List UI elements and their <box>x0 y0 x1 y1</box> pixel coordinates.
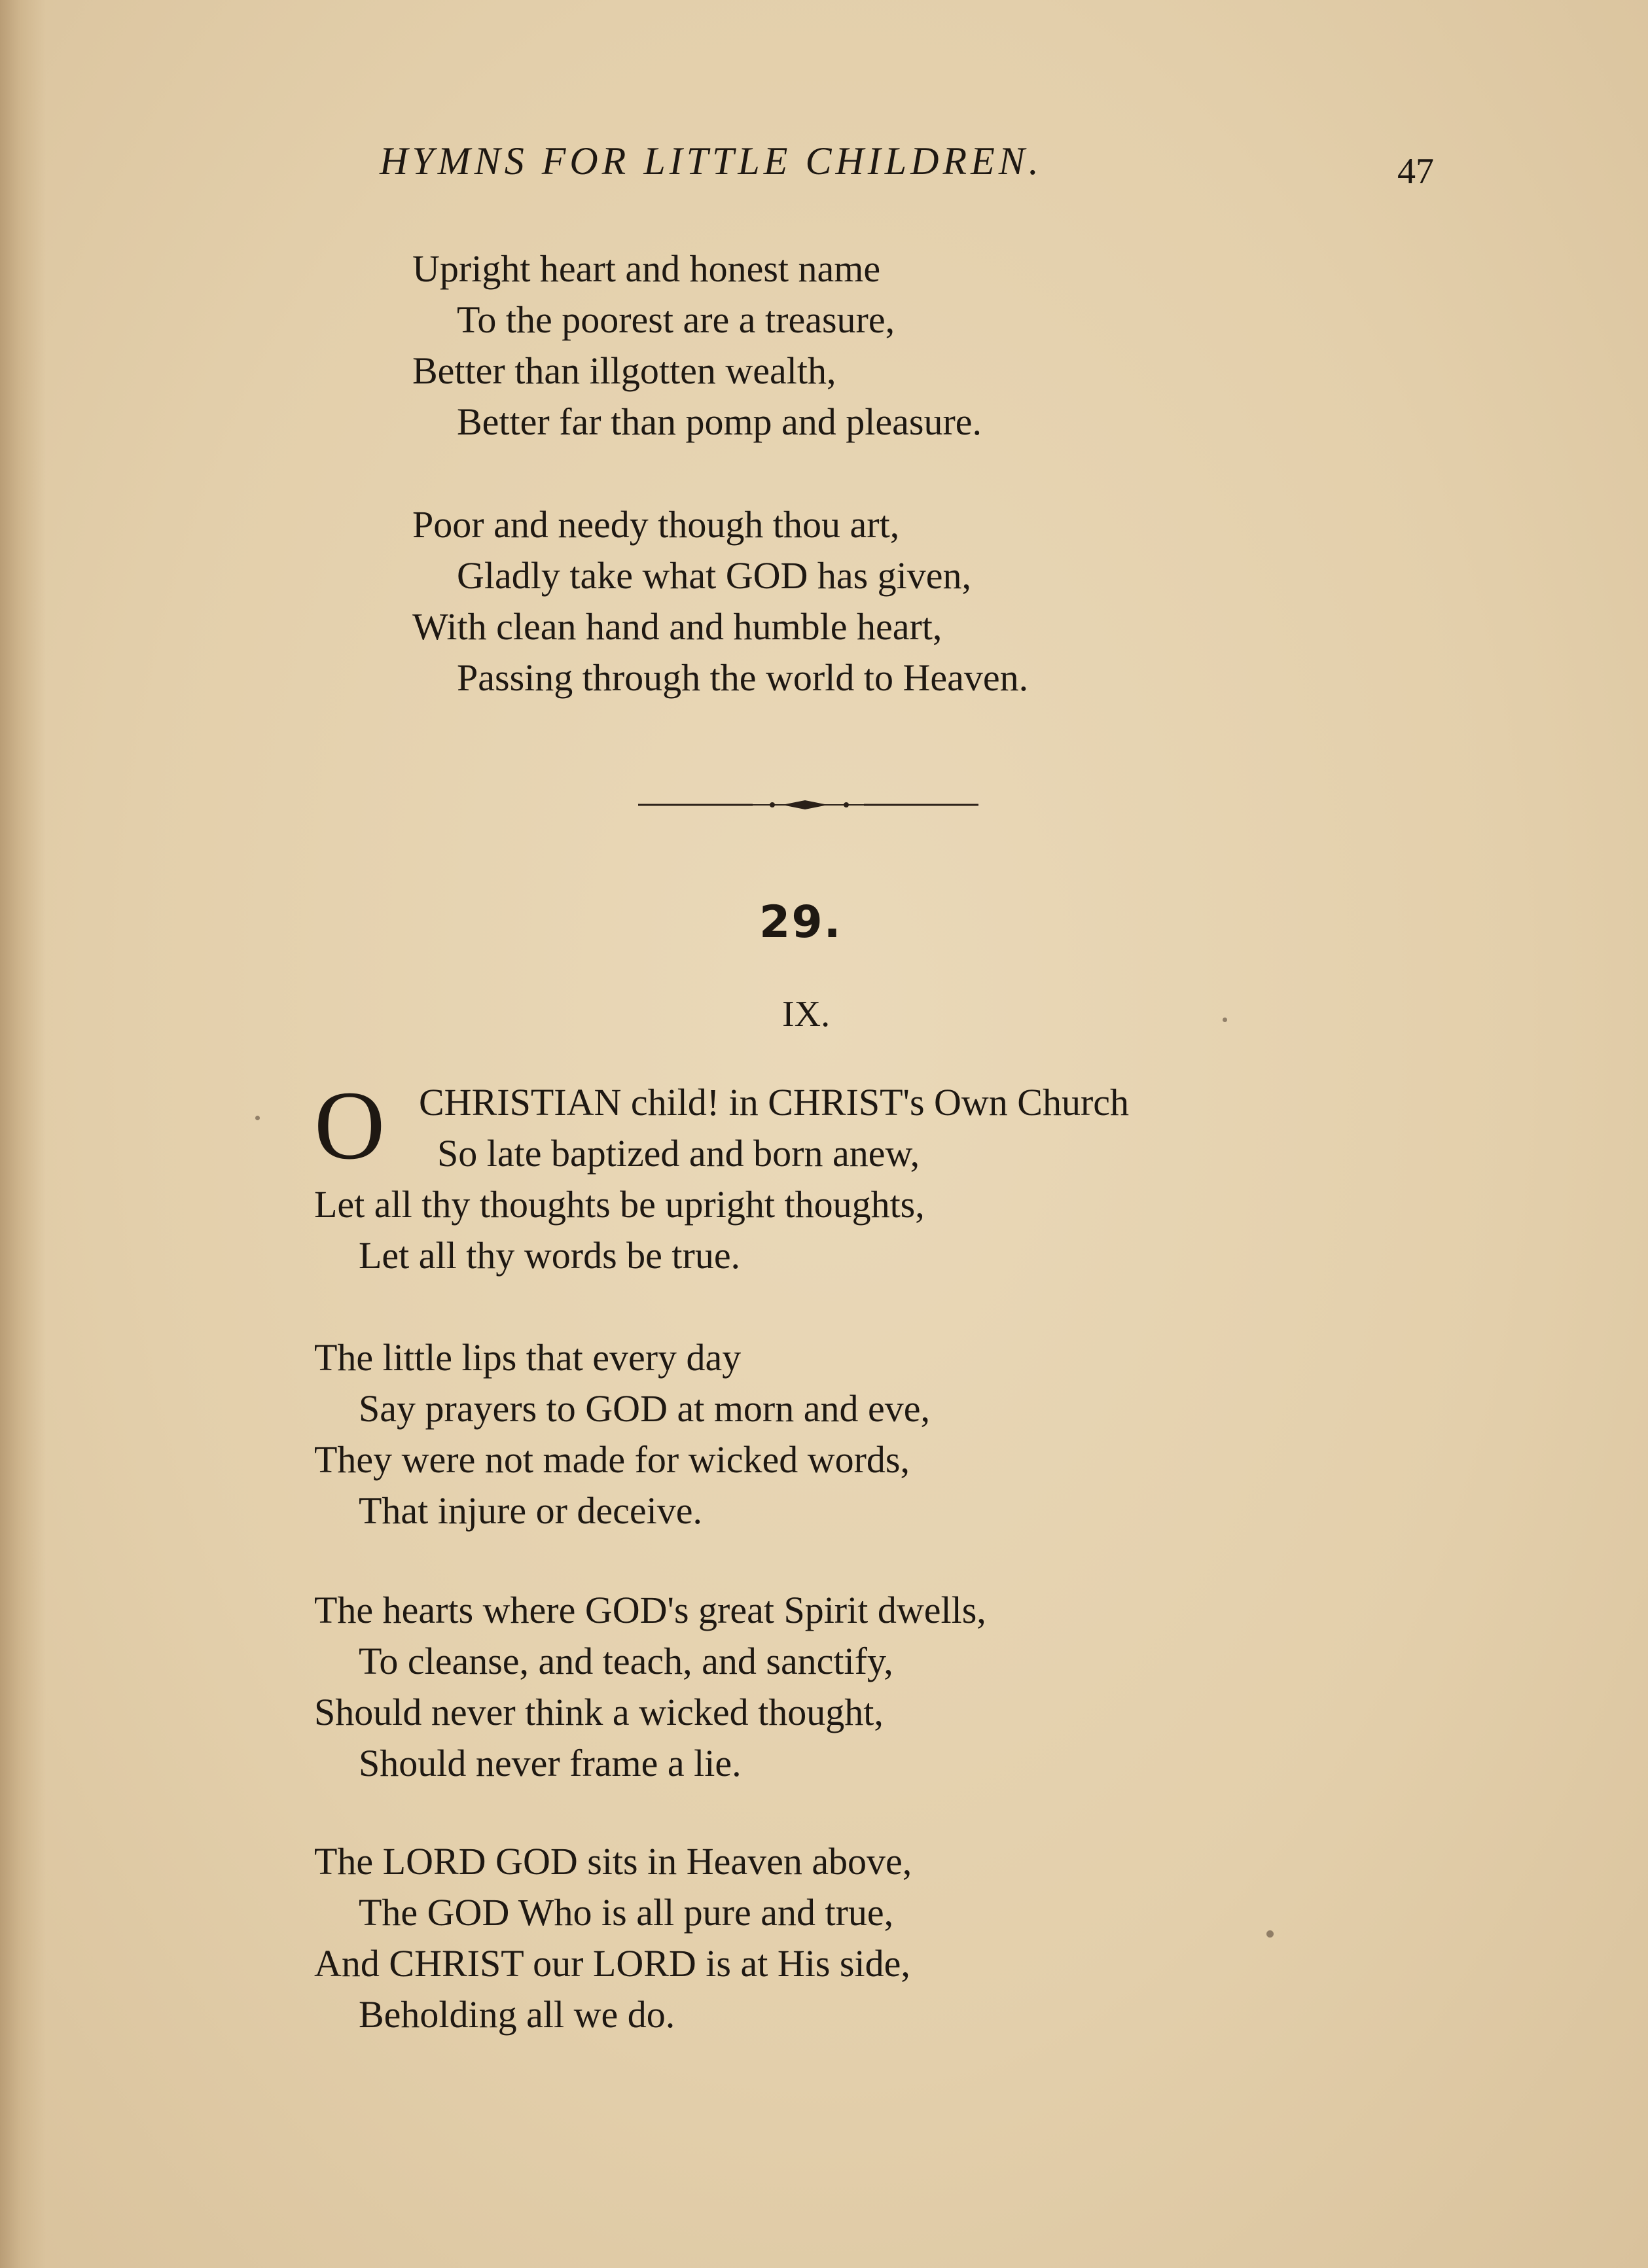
paper-speck <box>1223 1018 1227 1022</box>
verse-line: Should never think a wicked thought, <box>314 1691 884 1733</box>
verse-line: The GOD Who is all pure and true, <box>359 1891 894 1934</box>
verse-line: They were not made for wicked words, <box>314 1438 910 1481</box>
verse-line: Gladly take what GOD has given, <box>457 554 972 597</box>
drop-cap: O <box>314 1071 385 1180</box>
hymn-subtitle: IX. <box>782 994 831 1035</box>
running-title: HYMNS FOR LITTLE CHILDREN. <box>380 139 1043 183</box>
hymn-stanza-2 <box>314 1332 930 1536</box>
verse-line: CHRISTIAN child! in CHRIST's Own Church <box>419 1081 1130 1124</box>
paper-speck <box>1266 1930 1274 1938</box>
verse-line: Let all thy words be true. <box>359 1234 741 1277</box>
stanza-continued-2 <box>412 499 1028 703</box>
page-number: 47 <box>1397 151 1434 192</box>
hymn-stanza-1 <box>314 1128 925 1281</box>
verse-line: Better than illgotten wealth, <box>412 349 836 392</box>
verse-line: Better far than pomp and pleasure. <box>457 400 982 443</box>
hymn-stanza-4 <box>314 1836 912 2040</box>
verse-line: The hearts where GOD's great Spirit dwells, <box>314 1589 986 1631</box>
hymn-number: 29. <box>759 896 842 948</box>
paper-speck <box>255 1116 260 1120</box>
verse-line: Beholding all we do. <box>359 1993 675 2036</box>
hymn-first-line <box>419 1077 1129 1128</box>
verse-line: Let all thy thoughts be upright thoughts, <box>314 1183 925 1226</box>
verse-line: Passing through the world to Heaven. <box>457 656 1029 699</box>
section-divider-ornament <box>638 798 978 811</box>
verse-line: Poor and needy though thou art, <box>412 503 900 546</box>
verse-line: That injure or deceive. <box>359 1489 702 1532</box>
verse-line: With clean hand and humble heart, <box>412 605 942 648</box>
stanza-continued-1 <box>412 243 982 448</box>
verse-line: The little lips that every day <box>314 1336 742 1379</box>
verse-line: The LORD GOD sits in Heaven above, <box>314 1840 912 1883</box>
book-spine-shadow <box>0 0 46 2268</box>
verse-line: And CHRIST our LORD is at His side, <box>314 1942 910 1985</box>
hymn-stanza-3 <box>314 1585 986 1789</box>
verse-line: Say prayers to GOD at morn and eve, <box>359 1387 930 1430</box>
verse-line: So late baptized and born anew, <box>437 1132 920 1175</box>
verse-line: Should never frame a lie. <box>359 1742 742 1784</box>
verse-line: To the poorest are a treasure, <box>457 298 895 341</box>
verse-line: To cleanse, and teach, and sanctify, <box>359 1640 893 1682</box>
verse-line: Upright heart and honest name <box>412 247 881 290</box>
